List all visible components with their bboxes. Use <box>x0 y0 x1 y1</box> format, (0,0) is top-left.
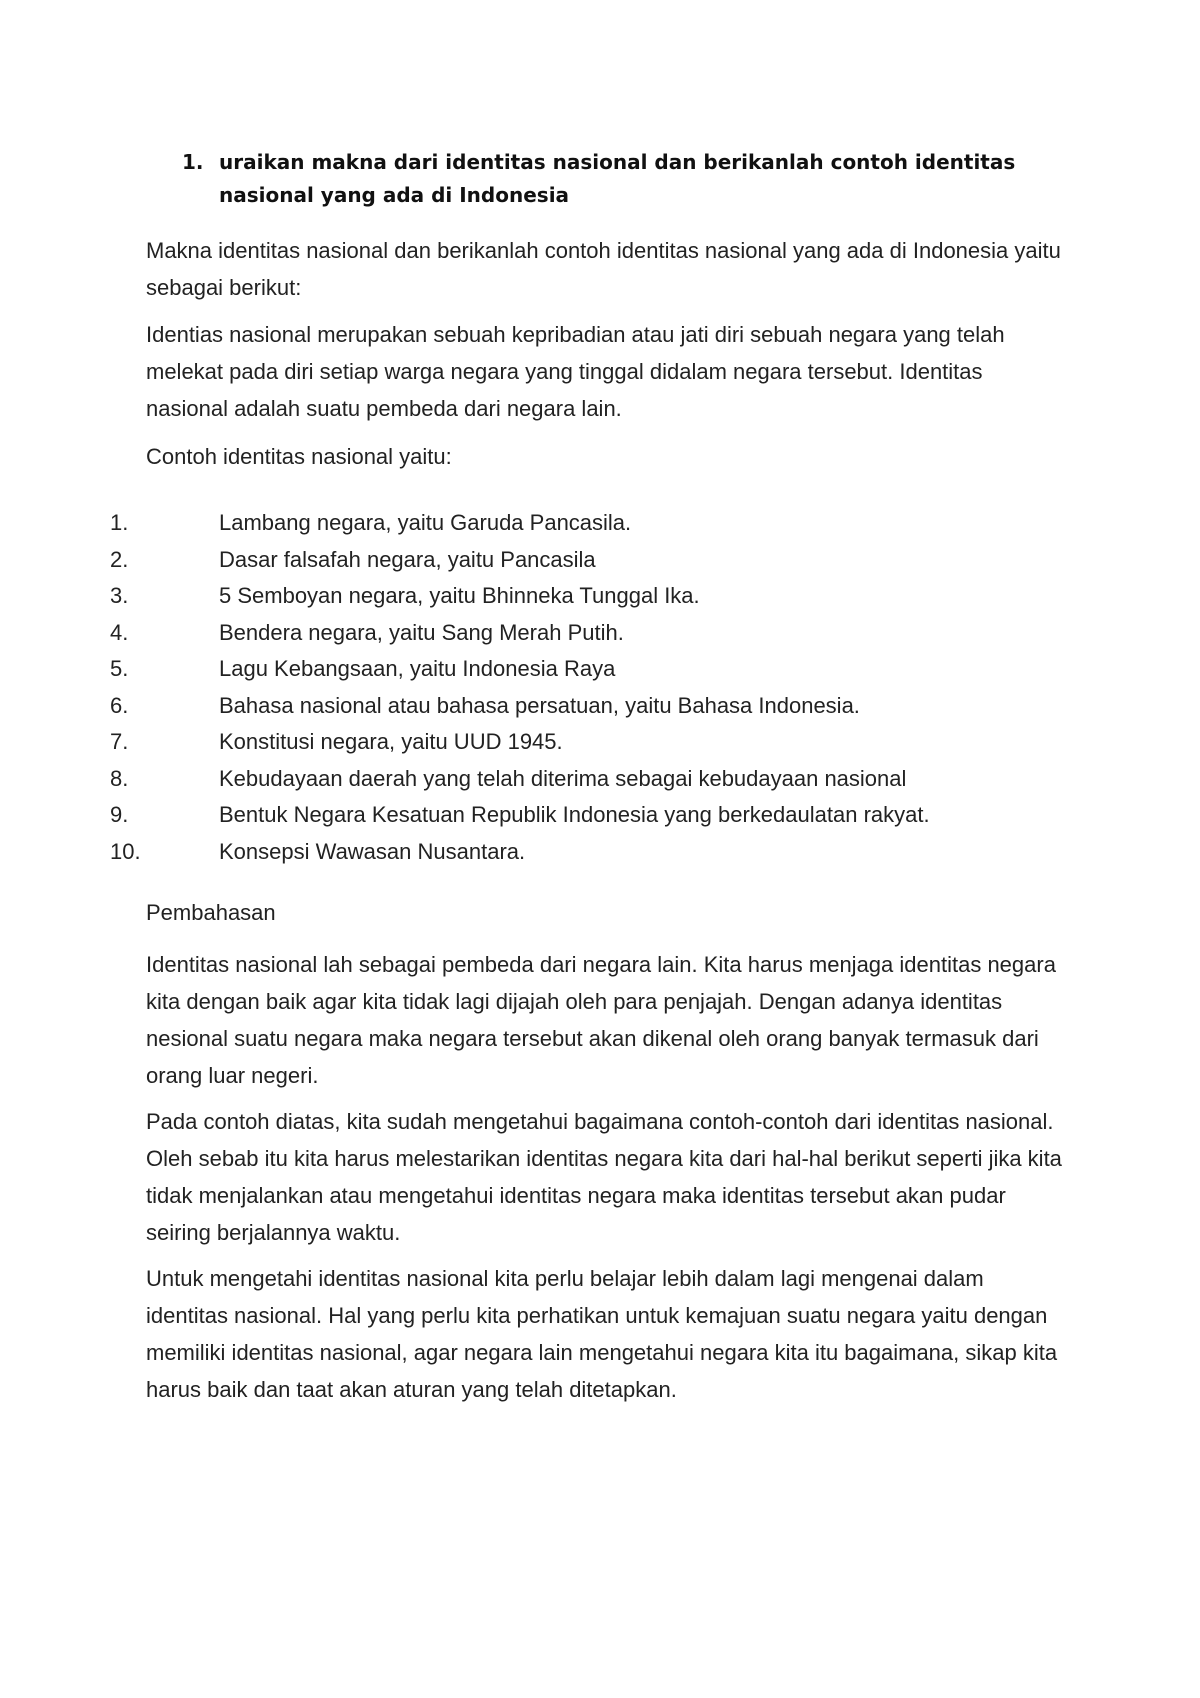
question-heading <box>182 146 1062 212</box>
question-number: 1. <box>182 150 204 174</box>
examples-heading: Contoh identitas nasional yaitu: <box>146 444 452 469</box>
list-item <box>110 688 1070 725</box>
intro-paragraph: Makna identitas nasional dan berikanlah contoh identitas nasional yang ada di Indonesia yaitu sebagai berikut: <box>146 238 1061 300</box>
list-item-number: 7. <box>110 729 129 754</box>
list-item <box>110 505 1070 542</box>
list-item <box>110 542 1070 579</box>
list-item-text: 5 Semboyan negara, yaitu Bhinneka Tunggal Ika. <box>219 583 700 608</box>
list-item-number: 8. <box>110 765 129 791</box>
list-item-text: Bendera negara, yaitu Sang Merah Putih. <box>219 619 624 645</box>
list-item-text: Lagu Kebangsaan, yaitu Indonesia Raya <box>219 656 616 681</box>
examples-list <box>110 505 1070 870</box>
list-item-text: Konsepsi Wawasan Nusantara. <box>219 838 526 864</box>
list-item-text: Dasar falsafah negara, yaitu Pancasila <box>219 546 596 572</box>
list-item <box>110 761 1070 798</box>
discussion-paragraph-1: Identitas nasional lah sebagai pembeda dari negara lain. Kita harus menjaga identitas negara kita dengan baik agar kita tidak lagi dijajah oleh para penjajah. Dengan adanya identitas nesional suatu negara maka negara tersebut akan dikenal oleh orang banyak termasuk dari orang luar negeri. <box>146 952 1056 1088</box>
list-item-number: 9. <box>110 802 129 827</box>
list-item-text: Konstitusi negara, yaitu UUD 1945. <box>219 729 563 754</box>
list-item <box>110 834 1070 871</box>
list-item <box>110 797 1070 834</box>
discussion-paragraph-2: Pada contoh diatas, kita sudah mengetahui bagaimana contoh-contoh dari identitas nasional. Oleh sebab itu kita harus melestarikan identitas negara kita dari hal-hal berikut seperti jika kita tidak menjalankan atau mengetahui identitas negara maka identitas tersebut akan pudar seiring berjalannya waktu. <box>146 1109 1062 1245</box>
list-item-number: 1. <box>110 510 129 535</box>
list-item-text: Bentuk Negara Kesatuan Republik Indonesia yang berkedaulatan rakyat. <box>219 802 930 827</box>
list-item-number: 4. <box>110 619 129 645</box>
definition-paragraph: Identias nasional merupakan sebuah kepribadian atau jati diri sebuah negara yang telah melekat pada diri setiap warga negara yang tinggal didalam negara tersebut. Identitas nasional adalah suatu pembeda dari negara lain. <box>146 322 1005 421</box>
list-item-number: 2. <box>110 546 129 572</box>
list-item-number: 10. <box>110 838 141 864</box>
list-item <box>110 724 1070 761</box>
list-item-text: Bahasa nasional atau bahasa persatuan, yaitu Bahasa Indonesia. <box>219 692 860 718</box>
discussion-heading: Pembahasan <box>146 900 276 925</box>
list-item <box>110 651 1070 688</box>
list-item <box>110 578 1070 615</box>
list-item-number: 5. <box>110 656 129 681</box>
list-item-number: 6. <box>110 692 129 718</box>
question-text: uraikan makna dari identitas nasional dan berikanlah contoh identitas nasional yang ada di Indonesia <box>219 150 1016 207</box>
list-item-text: Lambang negara, yaitu Garuda Pancasila. <box>219 510 632 535</box>
list-item-number: 3. <box>110 583 129 608</box>
list-item-text: Kebudayaan daerah yang telah diterima sebagai kebudayaan nasional <box>219 765 907 791</box>
list-item <box>110 615 1070 652</box>
discussion-paragraph-3: Untuk mengetahi identitas nasional kita perlu belajar lebih dalam lagi mengenai dalam identitas nasional. Hal yang perlu kita perhatikan untuk kemajuan suatu negara yaitu dengan memiliki identitas nasional, agar negara lain mengetahui negara kita itu bagaimana, sikap kita harus baik dan taat akan aturan yang telah ditetapkan. <box>146 1266 1058 1402</box>
